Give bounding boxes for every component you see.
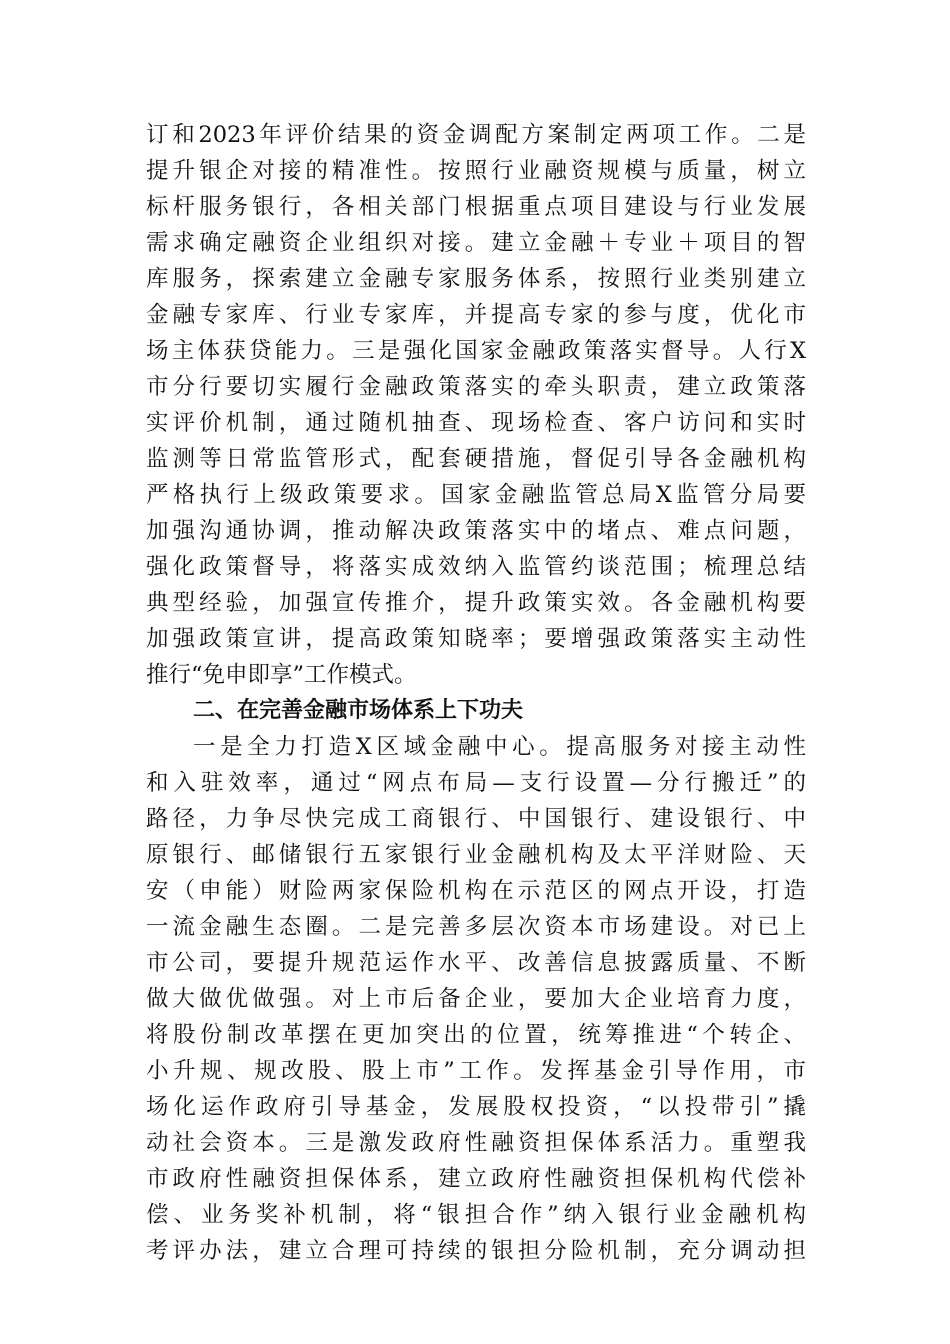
text-line: 标杆服务银行，各相关部门根据重点项目建设与行业发展 [146,194,806,220]
text-line: 安（申能）财险两家保险机构在示范区的网点开设，打造 [146,878,806,904]
text-line: 推行“免申即享”工作模式。 [146,662,417,688]
text-line: 实评价机制，通过随机抽查、现场检查、客户访问和实时 [146,410,806,436]
text-line: 偿、业务奖补机制，将“银担合作”纳入银行业金融机构 [146,1202,806,1228]
text-line: 小升规、规改股、股上市”工作。发挥基金引导作用，市 [146,1058,806,1084]
text-line: 考评办法，建立合理可持续的银担分险机制，充分调动担 [146,1238,806,1264]
text-line: 一是全力打造X区域金融中心。提高服务对接主动性 [193,734,806,760]
text-line: 原银行、邮储银行五家银行业金融机构及太平洋财险、天 [146,842,806,868]
text-line: 路径，力争尽快完成工商银行、中国银行、建设银行、中 [146,806,806,832]
text-line: 严格执行上级政策要求。国家金融监管总局X监管分局要 [146,482,806,508]
text-line: 加强政策宣讲，提高政策知晓率；要增强政策落实主动性 [146,626,806,652]
text-line: 需求确定融资企业组织对接。建立金融＋专业＋项目的智 [146,230,806,256]
text-line: 做大做优做强。对上市后备企业，要加大企业培育力度， [146,986,806,1012]
text-line: 金融专家库、行业专家库，并提高专家的参与度，优化市 [146,302,806,328]
text-line: 典型经验，加强宣传推介，提升政策实效。各金融机构要 [146,590,806,616]
text-line: 将股份制改革摆在更加突出的位置，统筹推进“个转企、 [146,1022,806,1048]
text-line: 提升银企对接的精准性。按照行业融资规模与质量，树立 [146,158,806,184]
text-line: 监测等日常监管形式，配套硬措施，督促引导各金融机构 [146,446,806,472]
text-line: 场主体获贷能力。三是强化国家金融政策落实督导。人行X [146,338,806,364]
text-line: 场化运作政府引导基金，发展股权投资，“以投带引”撬 [146,1094,806,1120]
text-line: 动社会资本。三是激发政府性融资担保体系活力。重塑我 [146,1130,806,1156]
text-line: 加强沟通协调，推动解决政策落实中的堵点、难点问题， [146,518,806,544]
text-line: 库服务，探索建立金融专家服务体系，按照行业类别建立 [146,266,806,292]
text-line: 订和2023年评价结果的资金调配方案制定两项工作。二是 [146,122,806,148]
text-line: 市政府性融资担保体系，建立政府性融资担保机构代偿补 [146,1166,806,1192]
text-line: 强化政策督导，将落实成效纳入监管约谈范围；梳理总结 [146,554,806,580]
text-line: 和入驻效率，通过“网点布局—支行设置—分行搬迁”的 [146,770,806,796]
text-line: 市公司，要提升规范运作水平、改善信息披露质量、不断 [146,950,806,976]
text-line: 一流金融生态圈。二是完善多层次资本市场建设。对已上 [146,914,806,940]
section-heading: 二、在完善金融市场体系上下功夫 [193,698,524,723]
text-line: 市分行要切实履行金融政策落实的牵头职责，建立政策落 [146,374,806,400]
